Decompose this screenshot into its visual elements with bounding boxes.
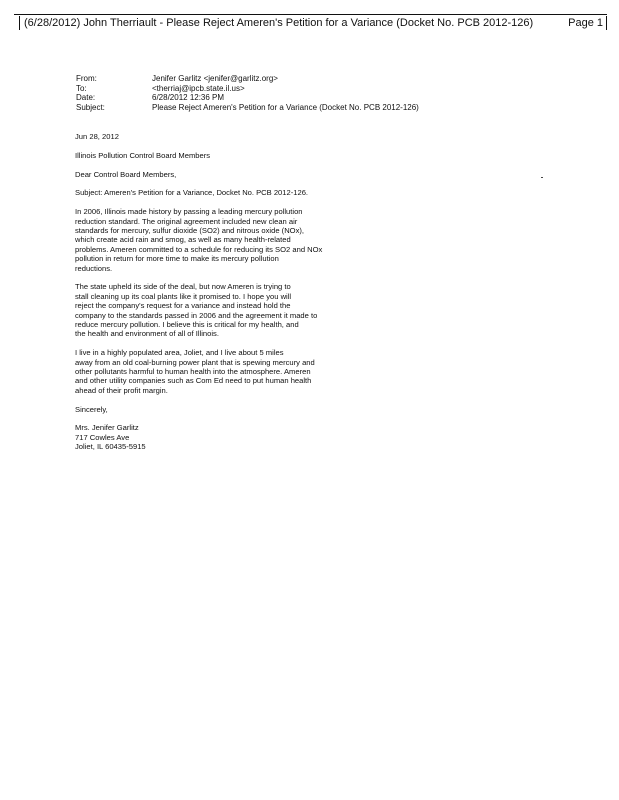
page-header — [14, 14, 607, 34]
signature-name: Mrs. Jenifer Garlitz — [75, 423, 139, 433]
letter-date: Jun 28, 2012 — [75, 132, 119, 141]
date-row — [76, 93, 419, 103]
letter-recipient: Illinois Pollution Control Board Members — [75, 150, 211, 160]
subject-row — [76, 103, 419, 113]
letter-subject-line: Subject: Ameren's Petition for a Variance, Docket No. PCB 2012-126. — [75, 188, 309, 198]
paragraph-line: other pollutants harmful to human health into the atmosphere. Ameren — [75, 367, 311, 377]
subject-label: Subject: — [76, 102, 105, 112]
paragraph-line: pollution in return for more time to make its mercury pollution — [75, 254, 279, 264]
paragraph-line: ahead of their profit margin. — [75, 385, 168, 395]
paragraph-line: reductions. — [75, 263, 113, 273]
paragraph-3 — [75, 348, 375, 395]
paragraph-line: away from an old coal-burning power plant that is spewing mercury and — [75, 357, 315, 367]
from-row — [76, 74, 419, 84]
signature-block — [75, 423, 375, 451]
to-value: <therriaj@ipcb.state.il.us> — [152, 83, 245, 93]
paragraph-line: problems. Ameren committed to a schedule for reducing its SO2 and NOx — [75, 244, 323, 254]
letter-salutation: Dear Control Board Members, — [75, 169, 177, 179]
signature-city: Joliet, IL 60435-5915 — [75, 442, 146, 452]
date-label: Date: — [76, 93, 96, 102]
paragraph-line: the health and environment of all of Illinois. — [75, 329, 219, 339]
date-value: 6/28/2012 12:36 PM — [152, 93, 225, 102]
paragraph-1 — [75, 207, 375, 273]
paragraph-line: reject the company's request for a variance and instead hold the — [75, 301, 291, 311]
paragraph-line: stall cleaning up its coal plants like it promised to. I hope you will — [75, 291, 292, 301]
from-value: Jenifer Garlitz <jenifer@garlitz.org> — [152, 74, 278, 83]
stray-mark — [541, 177, 543, 178]
to-row — [76, 84, 419, 94]
page-number: Page 1 — [568, 16, 607, 30]
paragraph-line: which create acid rain and smog, as well as many health-related — [75, 235, 291, 245]
signature-street: 717 Cowles Ave — [75, 432, 130, 442]
paragraph-line: I live in a highly populated area, Joliet, and I live about 5 miles — [75, 348, 284, 358]
paragraph-line: In 2006, Illinois made history by passing a leading mercury pollution — [75, 207, 303, 217]
letter-closing: Sincerely, — [75, 404, 108, 414]
paragraph-line: reduction standard. The original agreement included new clean air — [75, 216, 298, 226]
header-title: (6/28/2012) John Therriault - Please Reject Ameren's Petition for a Variance (Docket No. PCB 2012-126) — [19, 16, 533, 30]
letter-body — [75, 132, 375, 461]
paragraph-2 — [75, 282, 375, 338]
paragraph-line: reduce mercury pollution. I believe this is critical for my health, and — [75, 320, 299, 330]
paragraph-line: company to the standards passed in 2006 and the agreement it made to — [75, 310, 318, 320]
subject-value: Please Reject Ameren's Petition for a Variance (Docket No. PCB 2012-126) — [152, 102, 419, 112]
paragraph-line: The state upheld its side of the deal, but now Ameren is trying to — [75, 282, 291, 292]
from-label: From: — [76, 74, 97, 83]
paragraph-line: and other utility companies such as Com Ed need to put human health — [75, 376, 312, 386]
paragraph-line: standards for mercury, sulfur dioxide (SO2) and nitrous oxide (NOx), — [75, 226, 305, 235]
to-label: To: — [76, 83, 87, 93]
email-metadata — [76, 74, 419, 112]
